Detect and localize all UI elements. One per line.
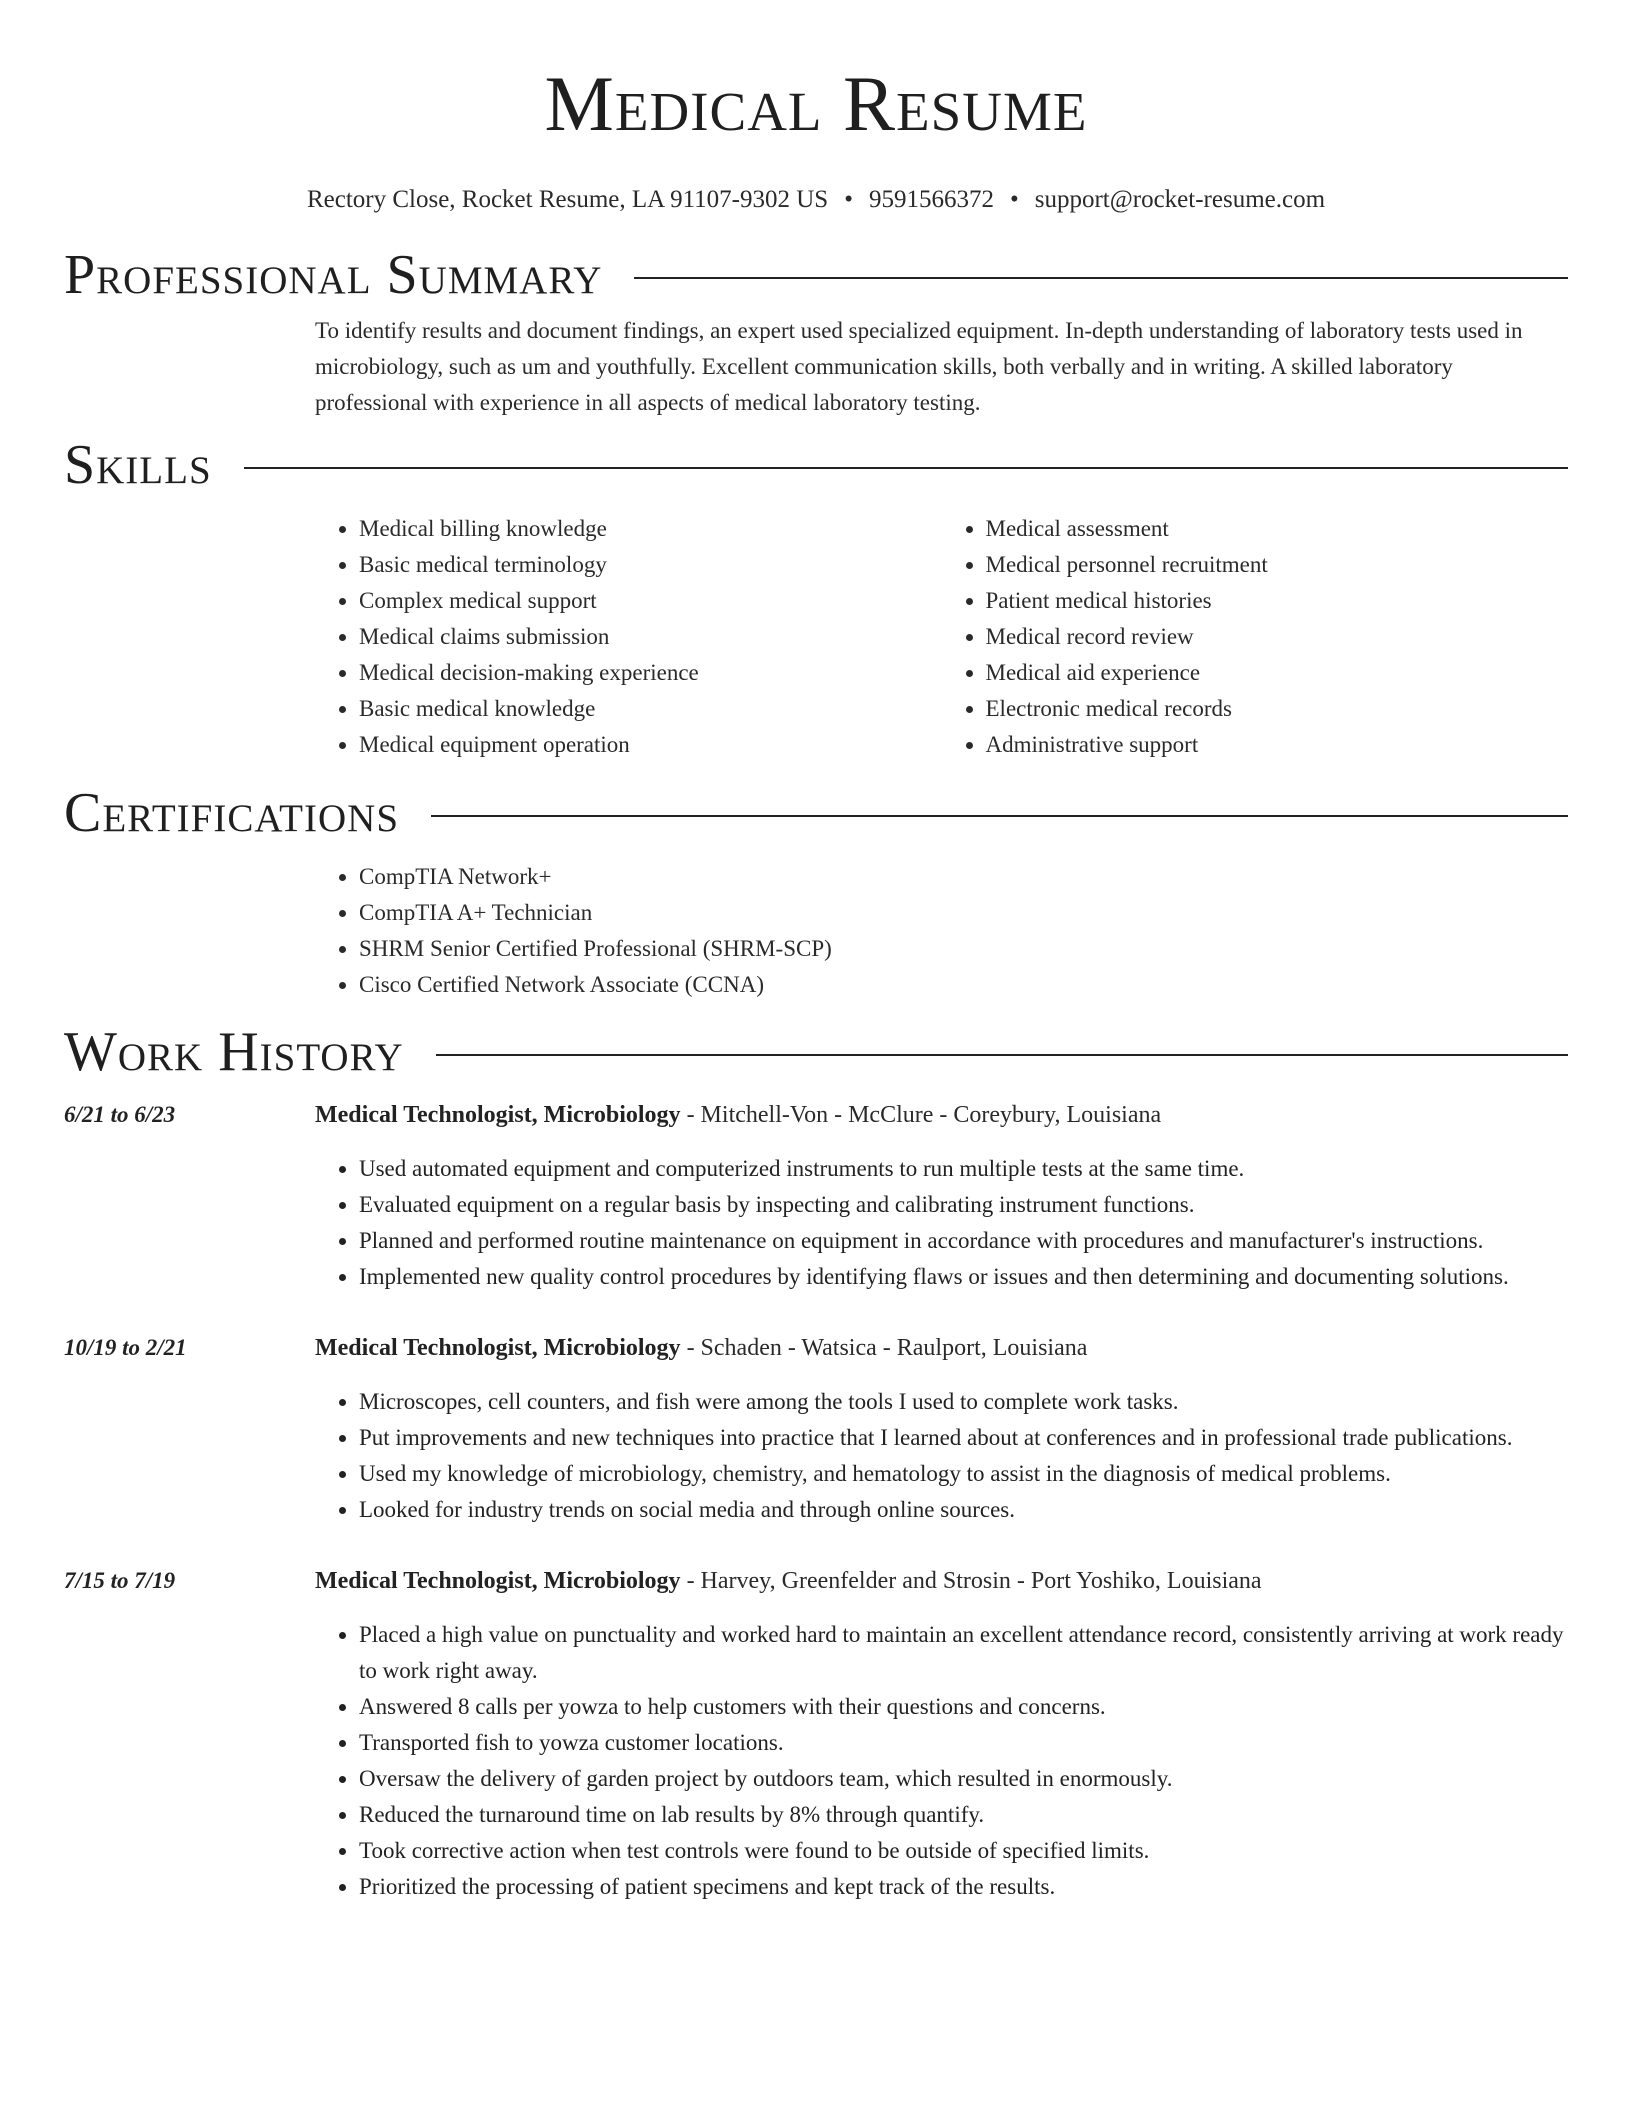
skill-item: • Medical personnel recruitment <box>986 547 1569 583</box>
job-heading <box>315 1330 1568 1366</box>
document-title: Medical Resume <box>544 60 1088 147</box>
certifications-list <box>315 859 1568 1003</box>
skill-item: • Medical decision-making experience <box>359 655 942 691</box>
skills-grid <box>315 511 1568 763</box>
skill-item: • Basic medical terminology <box>359 547 942 583</box>
job-duty: • Planned and performed routine maintenance on equipment in accordance with procedures and manufacturer's instructions. <box>359 1223 1568 1259</box>
certification-item: • SHRM Senior Certified Professional (SHRM-SCP) <box>359 931 1568 967</box>
job-title: Medical Technologist, Microbiology <box>315 1335 681 1361</box>
certifications-content <box>315 859 1568 1003</box>
skill-item: • Medical aid experience <box>986 655 1569 691</box>
skill-item: • Medical claims submission <box>359 619 942 655</box>
summary-text: To identify results and document findings, an expert used specialized equipment. In-depth understanding of laboratory tests used in microbiology, such as um and youthfully. Excellent communication skills, both verbally and in writing. A skilled laboratory professional with experience in all aspects of medical laboratory testing. <box>315 318 1523 415</box>
skills-section-header <box>64 433 1568 497</box>
contact-line <box>64 183 1568 217</box>
job-entry <box>64 1330 1568 1528</box>
section-divider <box>244 467 1568 469</box>
job-duty: • Evaluated equipment on a regular basis by inspecting and calibrating instrument functions. <box>359 1187 1568 1223</box>
job-duty: • Used automated equipment and computerized instruments to run multiple tests at the same time. <box>359 1151 1568 1187</box>
section-divider <box>431 815 1568 817</box>
certification-item: • Cisco Certified Network Associate (CCNA) <box>359 967 1568 1003</box>
job-duty: • Reduced the turnaround time on lab results by 8% through quantify. <box>359 1797 1568 1833</box>
certification-item: • CompTIA A+ Technician <box>359 895 1568 931</box>
job-duty: • Microscopes, cell counters, and fish were among the tools I used to complete work tasks. <box>359 1384 1568 1420</box>
job-duty: • Prioritized the processing of patient specimens and kept track of the results. <box>359 1869 1568 1905</box>
contact-phone: 9591566372 <box>868 186 994 213</box>
skill-item: • Medical assessment <box>986 511 1569 547</box>
job-dates: 6/21 to 6/23 <box>64 1102 176 1127</box>
job-employer-location: - Mitchell-Von - McClure - Coreybury, Louisiana <box>680 1102 1162 1128</box>
summary-content <box>315 313 1568 421</box>
job-duty: • Looked for industry trends on social media and through online sources. <box>359 1492 1568 1528</box>
job-duties-list <box>315 1617 1568 1905</box>
skill-item: • Patient medical histories <box>986 583 1569 619</box>
job-heading <box>315 1563 1568 1599</box>
job-title: Medical Technologist, Microbiology <box>315 1568 681 1594</box>
certifications-section-header <box>64 781 1568 845</box>
job-duty: • Placed a high value on punctuality and worked hard to maintain an excellent attendance record, consistently arriving at work ready to work right away. <box>359 1617 1568 1689</box>
job-duty: • Oversaw the delivery of garden project by outdoors team, which resulted in enormously. <box>359 1761 1568 1797</box>
resume-page <box>64 0 1568 1905</box>
skill-item: • Complex medical support <box>359 583 942 619</box>
job-entry <box>64 1097 1568 1295</box>
job-duties-list <box>315 1151 1568 1295</box>
skills-content <box>315 511 1568 763</box>
job-body <box>315 1097 1568 1295</box>
summary-heading: Professional Summary <box>64 244 603 306</box>
contact-separator: • <box>1009 186 1019 213</box>
skills-list-left <box>315 511 942 763</box>
job-duty: • Answered 8 calls per yowza to help customers with their questions and concerns. <box>359 1689 1568 1725</box>
job-entry <box>64 1563 1568 1905</box>
skill-item: • Basic medical knowledge <box>359 691 942 727</box>
contact-address: Rectory Close, Rocket Resume, LA 91107-9302 US <box>306 186 829 213</box>
job-body <box>315 1563 1568 1905</box>
section-divider <box>634 277 1568 279</box>
skills-list-right <box>942 511 1569 763</box>
skill-item: • Administrative support <box>986 727 1569 763</box>
job-dates: 7/15 to 7/19 <box>64 1568 176 1593</box>
job-dates: 10/19 to 2/21 <box>64 1335 187 1360</box>
job-body <box>315 1330 1568 1528</box>
job-employer-location: - Schaden - Watsica - Raulport, Louisiana <box>680 1335 1088 1361</box>
certification-item: • CompTIA Network+ <box>359 859 1568 895</box>
job-duty: • Took corrective action when test controls were found to be outside of specified limits. <box>359 1833 1568 1869</box>
skill-item: • Medical record review <box>986 619 1569 655</box>
job-employer-location: - Harvey, Greenfelder and Strosin - Port Yoshiko, Louisiana <box>680 1568 1262 1594</box>
contact-email: support@rocket-resume.com <box>1034 186 1326 213</box>
work-history-heading: Work History <box>64 1021 404 1083</box>
certifications-heading: Certifications <box>64 782 400 844</box>
section-divider <box>436 1054 1568 1056</box>
job-duties-list <box>315 1384 1568 1528</box>
summary-section-header <box>64 243 1568 307</box>
job-duty: • Implemented new quality control procedures by identifying flaws or issues and then determining and documenting solutions. <box>359 1259 1568 1295</box>
skill-item: • Medical billing knowledge <box>359 511 942 547</box>
skill-item: • Electronic medical records <box>986 691 1569 727</box>
job-duty: • Put improvements and new techniques into practice that I learned about at conferences and in professional trade publications. <box>359 1420 1568 1456</box>
job-heading <box>315 1097 1568 1133</box>
work-history-section-header <box>64 1020 1568 1084</box>
job-title: Medical Technologist, Microbiology <box>315 1102 681 1128</box>
job-duty: • Transported fish to yowza customer locations. <box>359 1725 1568 1761</box>
contact-separator: • <box>844 186 853 213</box>
skill-item: • Medical equipment operation <box>359 727 942 763</box>
skills-heading: Skills <box>64 434 212 496</box>
job-duty: • Used my knowledge of microbiology, chemistry, and hematology to assist in the diagnosis of medical problems. <box>359 1456 1568 1492</box>
